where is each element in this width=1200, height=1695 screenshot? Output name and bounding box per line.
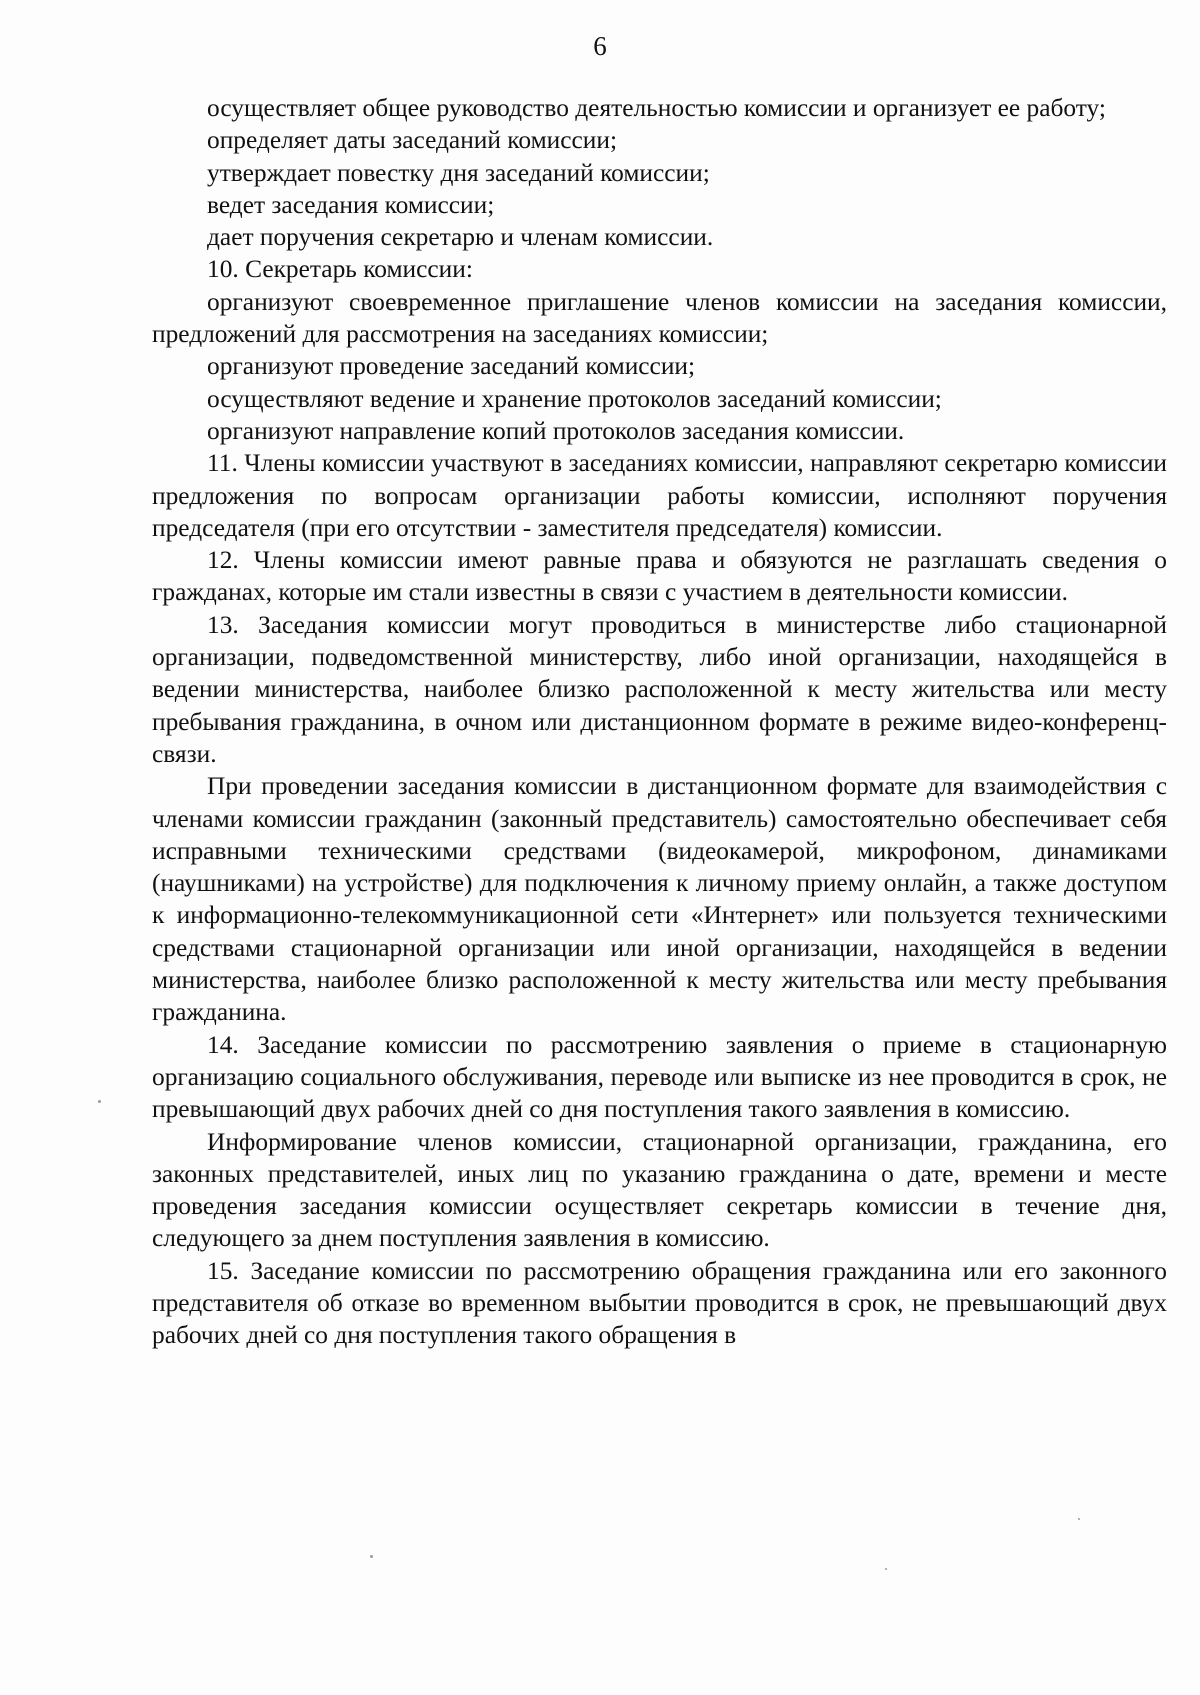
paragraph-item-14: 14. Заседание комиссии по рассмотрению заявления о приеме в стационарную организацию социального обслуживания, переводе или выписке из нее проводится в срок, не превышающий двух рабочих дней со дня поступления такого заявления в комиссию. bbox=[152, 1030, 1167, 1124]
paragraph-secretary-duty-2: организуют проведение заседаний комиссии; bbox=[207, 352, 696, 381]
paragraph-chairman-duty-1: осуществляет общее руководство деятельностью комиссии и организует ее работу; bbox=[207, 94, 1106, 122]
paragraph-secretary-duty-1: организуют своевременное приглашение членов комиссии на заседания комиссии, предложений для рассмотрения на заседаниях комиссии; bbox=[152, 287, 1167, 349]
paragraph-item-15: 15. Заседание комиссии по рассмотрению обращения гражданина или его законного представителя об отказе во временном выбытии проводится в срок, не превышающий двух рабочих дней со дня поступления такого обращения в bbox=[152, 1256, 1167, 1350]
paragraph-item-13: 13. Заседания комиссии могут проводиться в министерстве либо стационарной организации, подведомственной министерству, либо иной организации, находящейся в ведении министерства, наиболее близко расположенной к месту жительства или месту пребывания гражданина, в очном или дистанционном формате в режиме видео-конференц-связи. bbox=[152, 610, 1167, 768]
scan-speck bbox=[370, 1555, 373, 1558]
document-body bbox=[152, 92, 1167, 1352]
scan-speck bbox=[885, 1568, 887, 1570]
paragraph-chairman-duty-5: дает поручения секретарю и членам комиссии. bbox=[207, 223, 714, 252]
paragraph-secretary-duty-3: осуществляют ведение и хранение протоколов заседаний комиссии; bbox=[207, 384, 942, 413]
paragraph-chairman-duty-2: определяет даты заседаний комиссии; bbox=[207, 126, 617, 155]
scan-speck bbox=[98, 1100, 101, 1103]
paragraph-notification: Информирование членов комиссии, стационарной организации, гражданина, его законных представителей, иных лиц по указанию гражданина о дате, времени и месте проведения заседания комиссии осуществляет секретарь комиссии в течение дня, следующего за днем поступления заявления в комиссию. bbox=[152, 1127, 1167, 1253]
paragraph-remote-format: При проведении заседания комиссии в дистанционном формате для взаимодействия с членами комиссии гражданин (законный представитель) самостоятельно обеспечивает себя исправными техническими средствами (видеокамерой, микрофоном, динамиками (наушниками) на устройстве) для подключения к личному приему онлайн, а также доступом к информационно-телекоммуникационной сети «Интернет» или пользуется техническими средствами стационарной организации или иной организации, находящейся в ведении министерства, наиболее близко расположенной к месту жительства или месту пребывания гражданина. bbox=[152, 772, 1167, 1027]
paragraph-secretary-duty-4: организуют направление копий протоколов заседания комиссии. bbox=[207, 416, 905, 445]
page-number: 6 bbox=[593, 31, 607, 61]
scan-speck bbox=[1078, 1518, 1080, 1520]
paragraph-item-11: 11. Члены комиссии участвуют в заседаниях комиссии, направляют секретарю комиссии предложения по вопросам организации работы комиссии, исполняют поручения председателя (при его отсутствии - заместителя председателя) комиссии. bbox=[152, 449, 1167, 542]
paragraph-item-10-heading: 10. Секретарь комиссии: bbox=[207, 255, 473, 284]
paragraph-chairman-duty-3: утверждает повестку дня заседаний комиссии; bbox=[207, 158, 710, 187]
paragraph-item-12: 12. Члены комиссии имеют равные права и обязуются не разглашать сведения о гражданах, которые им стали известны в связи с участием в деятельности комиссии. bbox=[152, 546, 1167, 607]
paragraph-chairman-duty-4: ведет заседания комиссии; bbox=[207, 190, 495, 219]
